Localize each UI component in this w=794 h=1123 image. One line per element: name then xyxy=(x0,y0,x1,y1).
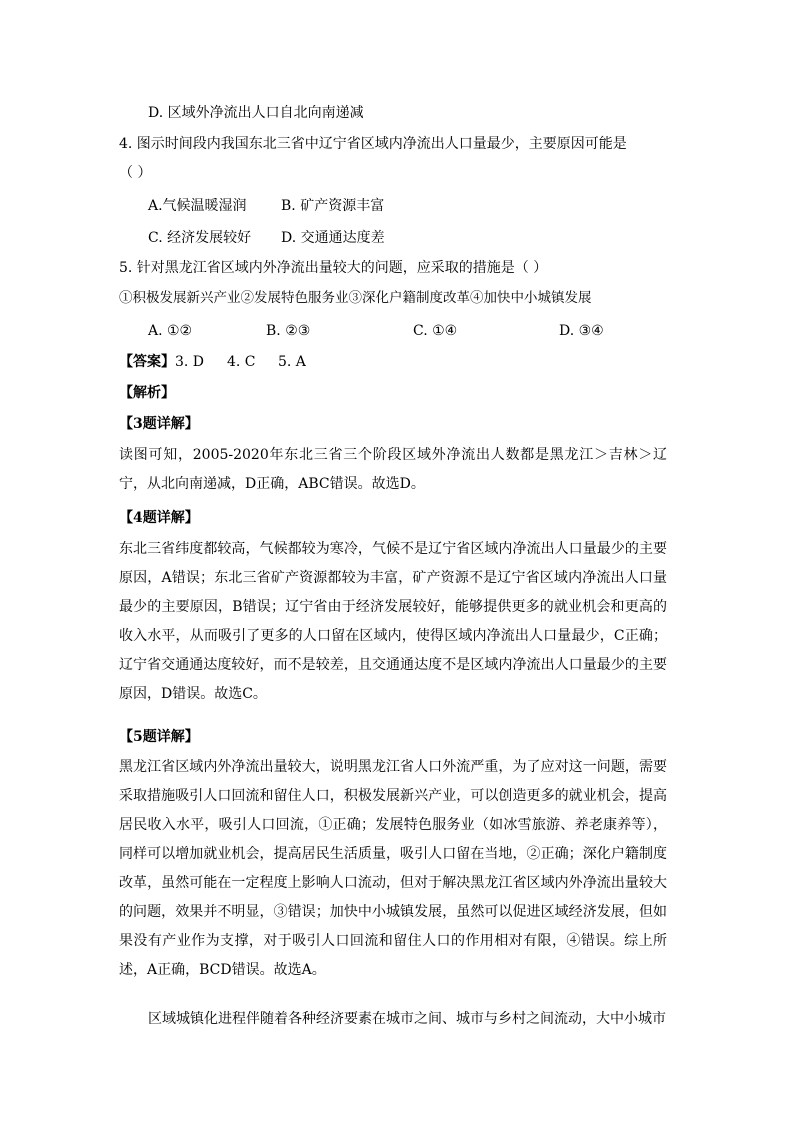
next-paragraph: 区域城镇化进程伴随着各种经济要素在城市之间、城市与乡村之间流动，大中小城市 xyxy=(148,1011,666,1027)
q4-option-d: D. 交通通达度差 xyxy=(281,230,385,246)
answer-item-4: 4. C xyxy=(227,354,256,370)
q4-option-c: C. 经济发展较好 xyxy=(148,230,252,246)
answer-label: 【答案】 xyxy=(119,354,175,370)
detail5-heading: 【5题详解】 xyxy=(119,729,199,745)
analysis-label: 【解析】 xyxy=(119,385,175,401)
q5-stem: 5. 针对黑龙江省区域内外净流出量较大的问题，应采取的措施是（ ） xyxy=(119,260,548,276)
q4-stem: 4. 图示时间段内我国东北三省中辽宁省区域内净流出人口量最少，主要原因可能是 xyxy=(119,136,627,152)
answer-item-5: 5. A xyxy=(278,354,306,370)
detail4-body: 东北三省纬度都较高，气候都较为寒冷，气候不是辽宁省区域内净流出人口量最少的主要原因，A错误；东北三省矿产资源都较为丰富，矿产资源不是辽宁省区域内净流出人口量最少的主要原因，B错误；辽宁省由于经济发展较好，能够提供更多的就业机会和更高的收入水平，从而吸引了更多的人口留在区域内，使得区域内净流出人口量最少，C正确；辽宁省交通通达度较好，而不是较差，且交通通达度不是区域内净流出人口量最少的主要原因，D错误。故选C。 xyxy=(119,541,667,702)
q4-option-b: B. 矿产资源丰富 xyxy=(281,198,385,214)
detail5-body: 黑龙江省区域内外净流出量较大，说明黑龙江省人口外流严重，为了应对这一问题，需要采取措施吸引人口回流和留住人口，积极发展新兴产业，可以创造更多的就业机会，提高居民收入水平，吸引人口回流，①正确；发展特色服务业（如冰雪旅游、养老康养等），同样可以增加就业机会，提高居民生活质量，吸引人口留在当地，②正确；深化户籍制度改革，虽然可能在一定程度上影响人口流动，但对于解决黑龙江省区域内外净流出量较大的问题，效果并不明显，③错误；加快中小城镇发展，虽然可以促进区域经济发展，但如果没有产业作为支撑，对于吸引人口回流和留住人口的作用相对有限，④错误。综上所述，A正确，BCD错误。故选A。 xyxy=(119,759,667,978)
q5-option-d: D. ③④ xyxy=(559,323,604,339)
answer-item-3: 3. D xyxy=(175,354,205,370)
detail3-heading: 【3题详解】 xyxy=(119,416,199,432)
q4-option-a: A.气候温暖湿润 xyxy=(148,198,247,214)
detail4-heading: 【4题详解】 xyxy=(119,510,199,526)
q4-bracket: （ ） xyxy=(119,165,152,181)
q5-option-b: B. ②③ xyxy=(266,323,311,339)
detail3-body: 读图可知，2005-2020年东北三省三个阶段区域外净流出人数都是黑龙江＞吉林＞辽宁，从北向南递减，D正确，ABC错误。故选D。 xyxy=(119,447,667,492)
q5-option-c: C. ①④ xyxy=(413,323,458,339)
q5-option-a: A. ①② xyxy=(148,323,193,339)
q3-option-d: D. 区域外净流出人口自北向南递减 xyxy=(148,105,364,121)
q5-measures: ①积极发展新兴产业②发展特色服务业③深化户籍制度改革④加快中小城镇发展 xyxy=(119,290,592,306)
